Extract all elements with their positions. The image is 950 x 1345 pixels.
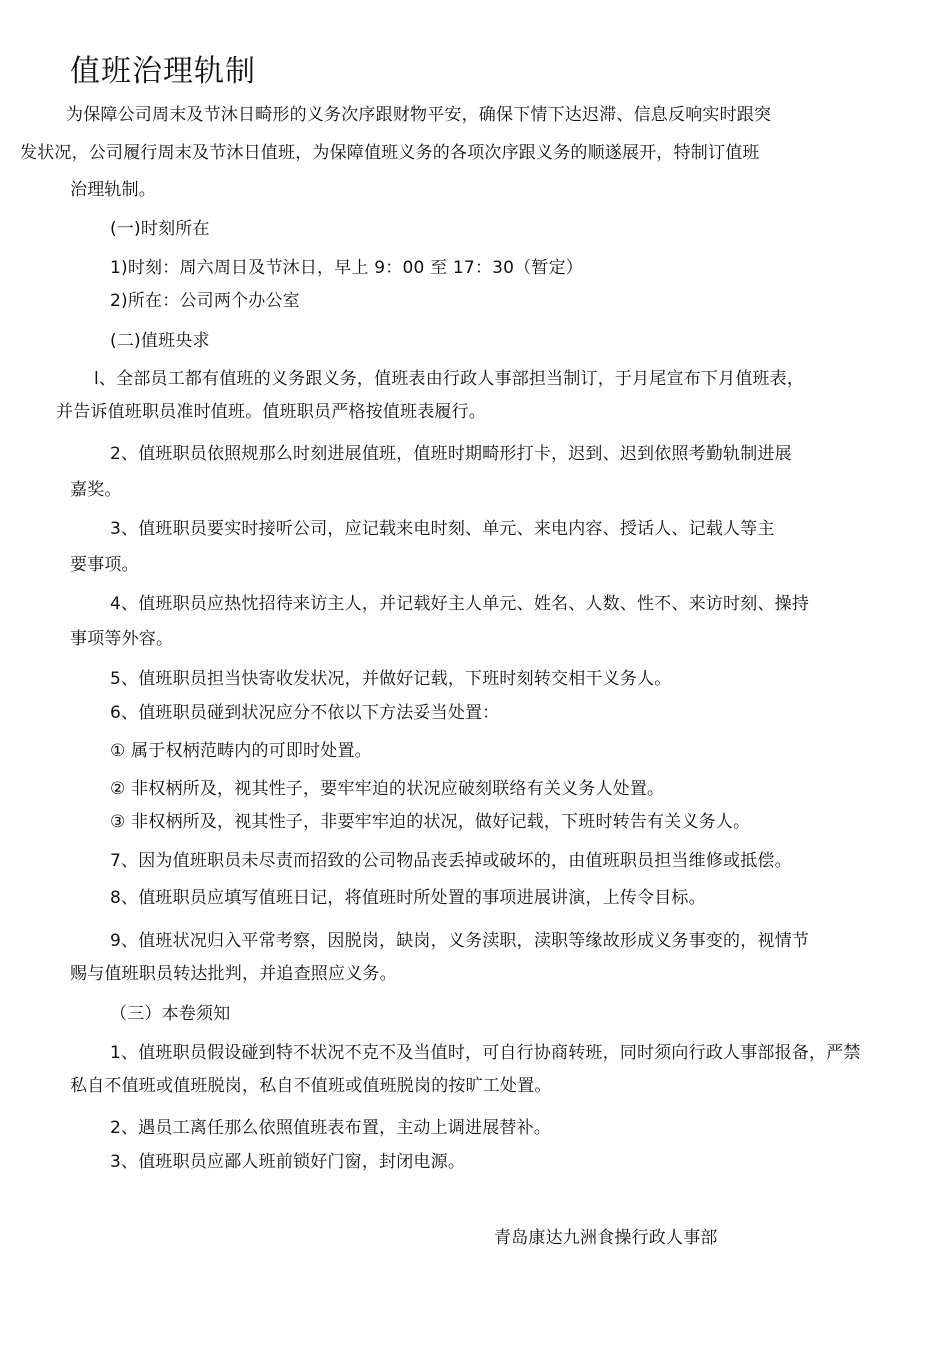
note-1-line-1: 1、值班职员假设碰到特不状况不克不及当值时，可自行协商转班，同时须向行政人事部报备，严禁: [110, 1043, 861, 1063]
place-item: 2)所在：公司两个办公室: [110, 291, 300, 311]
sub-item-3: ③ 非权柄所及，视其性子，非要牢牢迫的状况，做好记载，下班时转告有关义务人。: [110, 812, 751, 832]
section-heading-requirements: (二)值班央求: [110, 331, 210, 351]
note-2: 2、遇员工离任那么依照值班表布置，主动上调进展替补。: [110, 1118, 552, 1138]
section-heading-time-place: (一)时刻所在: [110, 219, 210, 239]
note-1-line-2: 私自不值班或值班脱岗，私自不值班或值班脱岗的按旷工处置。: [70, 1076, 552, 1096]
rule-7: 7、因为值班职员未尽责而招致的公司物品丧丢掉或破坏的，由值班职员担当维修或抵偿。: [110, 851, 792, 871]
rule-1-line-2: 并告诉值班职员准时值班。值班职员严格按值班表履行。: [56, 402, 486, 422]
note-3: 3、值班职员应鄙人班前锁好门窗，封闭电源。: [110, 1152, 466, 1172]
rule-2-line-2: 嘉奖。: [70, 480, 122, 500]
rule-4-line-2: 事项等外容。: [70, 629, 174, 649]
time-item: 1)时刻：周六周日及节沐日，早上 9：00 至 17：30（暂定）: [110, 258, 583, 278]
rule-6: 6、值班职员碰到状况应分不依以下方法妥当处置：: [110, 703, 500, 723]
intro-line-1: 为保障公司周末及节沐日畸形的义务次序跟财物平安，确保下情下达迟滞、信息反响实时跟突: [66, 105, 772, 125]
rule-9-line-2: 赐与值班职员转达批判，并追查照应义务。: [70, 964, 397, 984]
intro-line-3: 治理轨制。: [70, 180, 156, 200]
page-title: 值班治理轨制: [70, 54, 256, 89]
rule-5: 5、值班职员担当快寄收发状况，并做好记载，下班时刻转交相干义务人。: [110, 669, 672, 689]
sub-item-2: ② 非权柄所及，视其性子，要牢牢迫的状况应破刻联络有关义务人处置。: [110, 779, 665, 799]
signature: 青岛康达九洲食操行政人事部: [494, 1228, 718, 1248]
rule-1-line-1: l、全部员工都有值班的义务跟义务，值班表由行政人事部担当制订，于月尾宣布下月值班表，: [94, 369, 805, 389]
intro-line-2: 发状况，公司履行周末及节沐日值班，为保障值班义务的各项次序跟义务的顺遂展开，特制订值班: [20, 143, 760, 163]
sub-item-1: ① 属于权柄范畴内的可即时处置。: [110, 741, 372, 761]
rule-3-line-1: 3、值班职员要实时接听公司，应记载来电时刻、单元、来电内容、授话人、记载人等主: [110, 519, 775, 539]
rule-9-line-1: 9、值班状况归入平常考察，因脱岗，缺岗，义务渎职，渎职等缘故形成义务事变的，视情节: [110, 931, 810, 951]
rule-8: 8、值班职员应填写值班日记，将值班时所处置的事项进展讲演，上传令目标。: [110, 888, 706, 908]
rule-2-line-1: 2、值班职员依照规那么时刻进展值班，值班时期畸形打卡，迟到、迟到依照考勤轨制进展: [110, 444, 792, 464]
rule-4-line-1: 4、值班职员应热忱招待来访主人，并记载好主人单元、姓名、人数、性不、来访时刻、操持: [110, 594, 810, 614]
rule-3-line-2: 要事项。: [70, 555, 139, 575]
section-heading-notes: （三）本卷须知: [110, 1004, 231, 1024]
